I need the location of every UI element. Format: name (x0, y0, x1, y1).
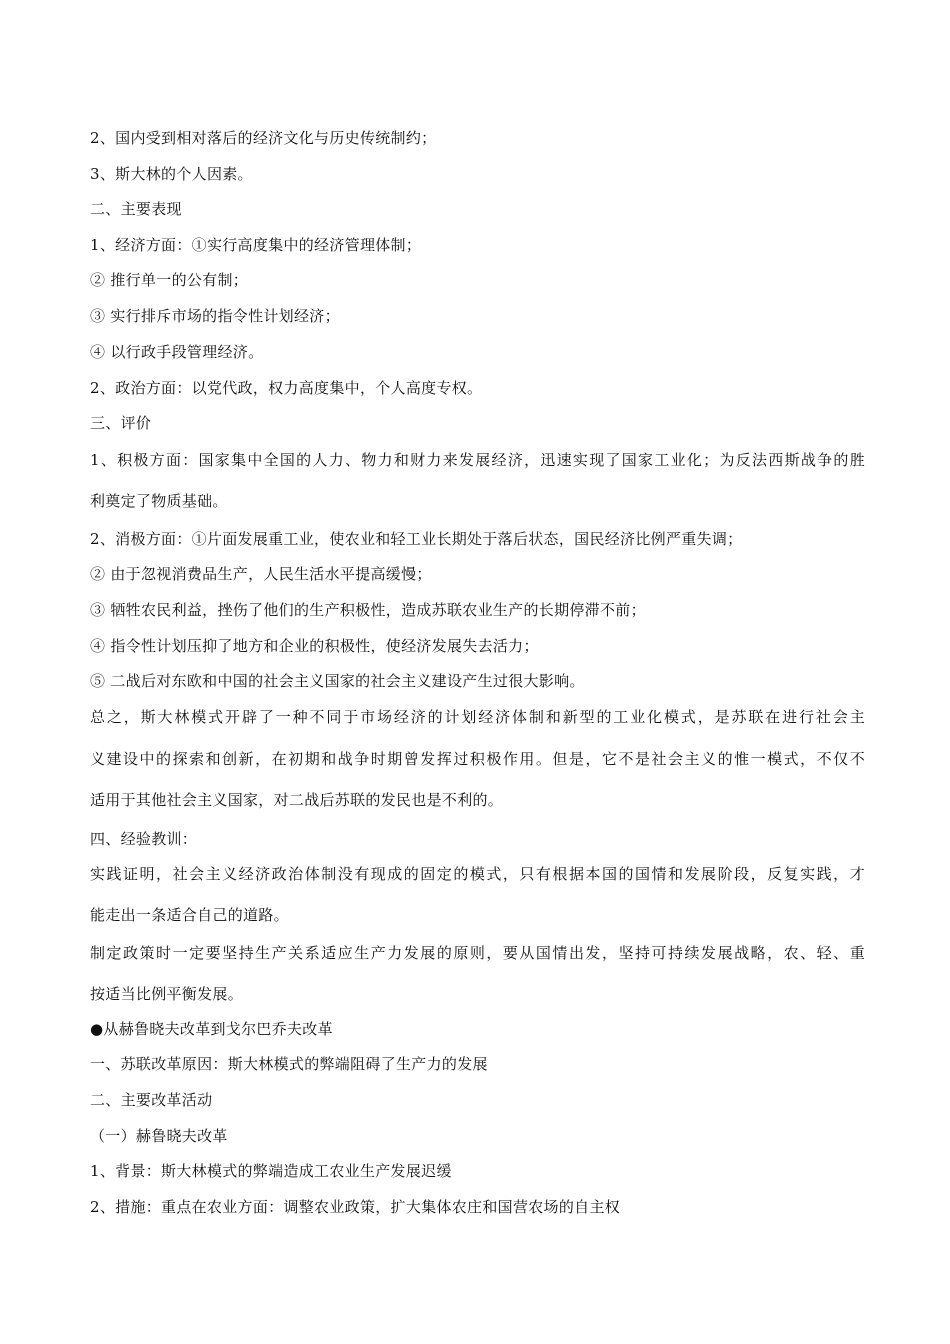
text-line: ② 推行单一的公有制； (90, 271, 249, 289)
text-line: 1、背景：斯大林模式的弊端造成工农业生产发展迟缓 (90, 1162, 452, 1180)
text-line: ② 由于忽视消费品生产，人民生活水平提高缓慢； (90, 565, 432, 583)
text-line: ④ 指令性计划压抑了地方和企业的积极性，使经济发展失去活力； (90, 637, 539, 655)
section-heading: 二、主要表现 (90, 200, 182, 218)
text-line: 利奠定了物质基础。 (90, 492, 228, 510)
text-line: ⑤ 二战后对东欧和中国的社会主义国家的社会主义建设产生过很大影响。 (90, 672, 585, 690)
section-heading: 四、经验教训： (90, 830, 198, 848)
section-heading: 三、评价 (90, 414, 152, 432)
text-line: 义建设中的探索和创新，在初期和战争时期曾发挥过积极作用。但是，它不是社会主义的惟一模式，不仅不 (90, 750, 865, 768)
section-heading: 二、主要改革活动 (90, 1091, 213, 1109)
text-line: 一、苏联改革原因：斯大林模式的弊端阻碍了生产力的发展 (90, 1055, 488, 1073)
text-line: ③ 实行排斥市场的指令性计划经济； (90, 307, 340, 325)
text-line: 2、国内受到相对落后的经济文化与历史传统制约； (90, 129, 437, 147)
text-line: 2、措施：重点在农业方面：调整农业政策，扩大集体农庄和国营农场的自主权 (90, 1198, 621, 1216)
text-line: 能走出一条适合自己的道路。 (90, 906, 289, 924)
section-heading: ●从赫鲁晓夫改革到戈尔巴乔夫改革 (90, 1020, 333, 1038)
text-line: 3、斯大林的个人因素。 (90, 165, 253, 183)
text-line: 1、经济方面：①实行高度集中的经济管理体制； (90, 236, 422, 254)
text-line: 制定政策时一定要坚持生产关系适应生产力发展的原则，要从国情出发，坚持可持续发展战略，农、轻、重 (90, 944, 865, 962)
text-line: 2、消极方面：①片面发展重工业，使农业和轻工业长期处于落后状态，国民经济比例严重失调； (90, 530, 743, 548)
text-line: 1、积极方面：国家集中全国的人力、物力和财力来发展经济，迅速实现了国家工业化；为反法西斯战争的胜 (90, 451, 865, 469)
text-line: 2、政治方面：以党代政，权力高度集中，个人高度专权。 (90, 379, 483, 397)
text-line: 实践证明，社会主义经济政治体制没有现成的固定的模式，只有根据本国的国情和发展阶段，反复实践，才 (90, 865, 865, 883)
text-line: ③ 牺牲农民利益，挫伤了他们的生产积极性，造成苏联农业生产的长期停滞不前； (90, 601, 646, 619)
subsection-heading: （一）赫鲁晓夫改革 (90, 1127, 228, 1145)
text-line: 总之，斯大林模式开辟了一种不同于市场经济的计划经济体制和新型的工业化模式，是苏联在进行社会主 (90, 708, 865, 726)
text-line: 按适当比例平衡发展。 (90, 985, 244, 1003)
text-line: ④ 以行政手段管理经济。 (90, 343, 264, 361)
text-line: 适用于其他社会主义国家，对二战后苏联的发民也是不利的。 (90, 791, 504, 809)
